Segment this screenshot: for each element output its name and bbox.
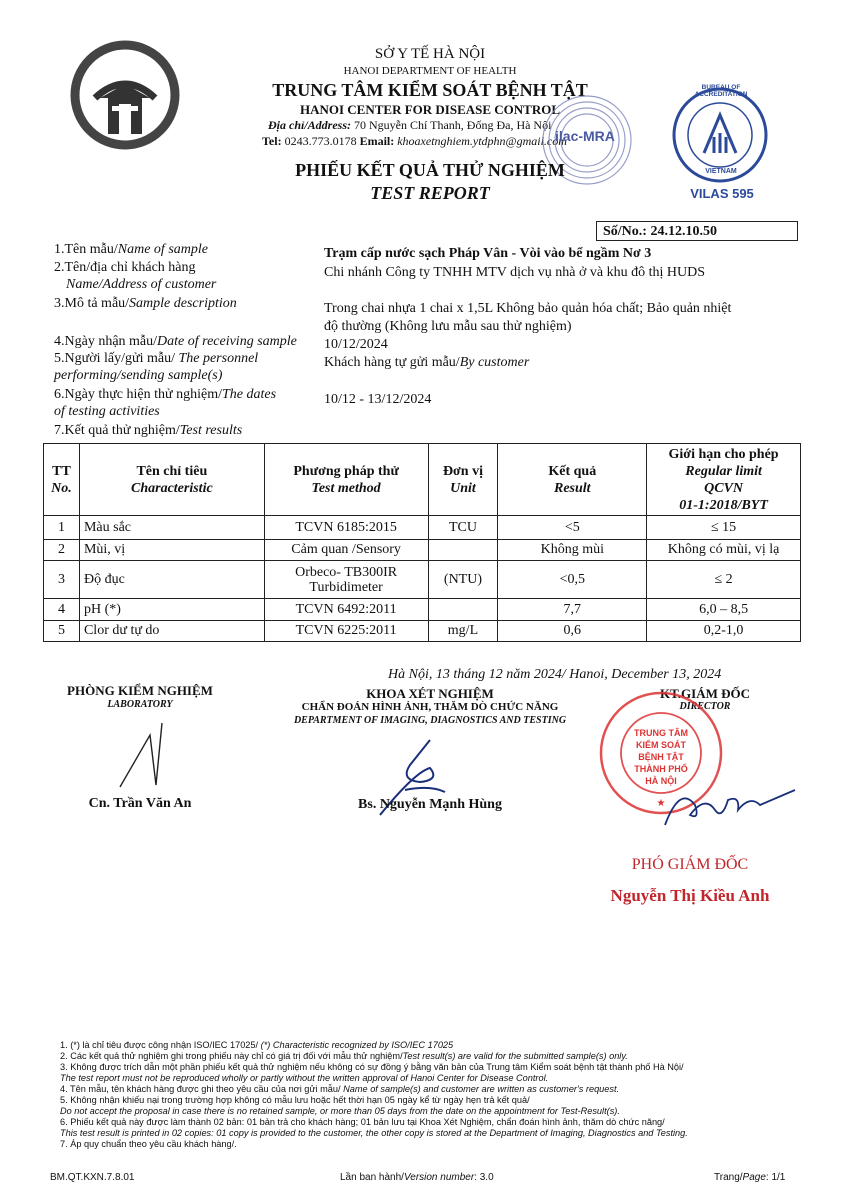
lab-title-en: LABORATORY — [107, 699, 173, 710]
header-text-en: 01-1:2018/BYT — [679, 497, 768, 513]
note-en: This test result is printed in 02 copies: 01 copy is provided to the customer, the other copy is stored at the Department of Imaging, Diagnostics and Testing. — [60, 1128, 688, 1138]
cell-no: 1 — [44, 516, 80, 540]
cell-unit — [428, 599, 498, 621]
dept-title-en: DEPARTMENT OF IMAGING, DIAGNOSTICS AND TESTING — [293, 715, 567, 726]
header-text-en: Characteristic — [131, 480, 213, 496]
director-signature — [660, 765, 800, 835]
cell-method: TCVN 6492:2011 — [264, 599, 428, 621]
description-label — [54, 295, 237, 312]
cell-limit: ≤ 15 — [647, 516, 801, 540]
label-en: The personnel — [178, 351, 259, 366]
cell-unit: TCU — [428, 516, 498, 540]
personnel — [324, 354, 529, 371]
label-en: The dates — [221, 387, 277, 402]
lab-title: PHÒNG KIỂM NGHIỆM — [67, 683, 213, 698]
cell-result: 0,6 — [498, 621, 647, 642]
dept-title: KHOA XÉT NGHIỆM — [366, 686, 494, 701]
accreditation-country: VIETNAM — [705, 168, 737, 175]
cell-result: <0,5 — [498, 561, 647, 599]
table-row — [44, 540, 801, 561]
value-en: By customer — [459, 355, 530, 370]
cell-no: 5 — [44, 621, 80, 642]
note-vi: 6. Phiếu kết quả này được làm thành 02 bản: 01 bản trả cho khách hàng; 01 bản lưu tại Khoa Xét Nghiệm, chẩn đoán hình ảnh, thăm dò chức năng/ — [60, 1117, 665, 1127]
director-title: KT.GIÁM ĐỐC — [659, 686, 751, 701]
method-line1: Orbeco- TB300IR — [295, 564, 398, 580]
cell-name: Độ đục — [79, 561, 264, 599]
cell-result: 7,7 — [498, 599, 647, 621]
svg-text:KIỂM SOÁT: KIỂM SOÁT — [635, 740, 687, 750]
svg-text:THÀNH PHỐ: THÀNH PHỐ — [634, 764, 688, 774]
sample-name-label — [54, 241, 208, 258]
page-value: : 1/1 — [765, 1172, 786, 1183]
cell-method: Cảm quan /Sensory — [264, 540, 428, 561]
cell-name: pH (*) — [79, 599, 264, 621]
cell-result: <5 — [498, 516, 647, 540]
note-line — [60, 1040, 780, 1051]
org-logo — [70, 40, 180, 150]
dept-signer-name: Bs. Nguyễn Mạnh Hùng — [358, 797, 502, 812]
lab-signer-name: Cn. Trần Văn An — [88, 796, 192, 811]
deputy-director-title: PHÓ GIÁM ĐỐC — [631, 856, 749, 873]
table-row — [44, 621, 801, 642]
page-label-en: Page — [742, 1172, 766, 1183]
cell-limit: Không có mùi, vị lạ — [647, 540, 801, 561]
note-vi: 1. (*) là chỉ tiêu được công nhận ISO/IEC 17025/ — [60, 1040, 261, 1050]
note-line — [60, 1073, 780, 1084]
org-name-en: HANOI CENTER FOR DISEASE CONTROL — [299, 102, 561, 117]
cell-method: TCVN 6185:2015 — [264, 516, 428, 540]
note-line — [60, 1051, 780, 1062]
label-en: Sample description — [129, 296, 237, 311]
testing-dates-label — [54, 386, 276, 403]
personnel-label-en: performing/sending sample(s) — [54, 368, 223, 383]
label-en: Name of sample — [117, 242, 208, 257]
cell-unit — [428, 540, 498, 561]
cell-limit: 0,2-1,0 — [647, 621, 801, 642]
note-line — [60, 1117, 780, 1128]
cell-method — [264, 561, 428, 599]
note-vi: 5. Không nhận khiếu nại trong trường hợp không có mẫu lưu hoặc hết thời hạn 05 ngày kể từ ngày hẹn trả kết quả/ — [60, 1095, 530, 1105]
note-en: Do not accept the proposal in case there is no retained sample, or more than 05 days from the date on the appointment for Test-Result(s). — [60, 1106, 620, 1116]
cell-name: Clor dư tự do — [79, 621, 264, 642]
version-label: Lần ban hành/ — [340, 1172, 404, 1183]
svg-text:HÀ NỘI: HÀ NỘI — [645, 776, 677, 786]
note-vi: 4. Tên mẫu, tên khách hàng được ghi theo yêu cầu của nơi gửi mẫu/ — [60, 1084, 344, 1094]
vilas-number: VILAS 595 — [690, 186, 754, 201]
description-line1: Trong chai nhựa 1 chai x 1,5L Không bảo quản hóa chất; Bảo quản nhiệt — [324, 301, 732, 316]
receive-date: 10/12/2024 — [324, 337, 388, 352]
version-value: : 3.0 — [474, 1172, 494, 1183]
note-vi: 2. Các kết quả thử nghiệm ghi trong phiếu này chỉ có giá trị đối với mẫu thử nghiệm/ — [60, 1051, 403, 1061]
tel: 0243.773.0178 — [284, 134, 357, 148]
cell-unit: (NTU) — [428, 561, 498, 599]
notes-section — [60, 1040, 780, 1150]
cell-no: 2 — [44, 540, 80, 561]
description-line2: độ thường (Không lưu mẫu sau thử nghiệm) — [324, 319, 572, 334]
results-label — [54, 422, 242, 439]
note-en: The test report must not be reproduced wholly or partly without the written approval of Hanoi Center for Disease Control. — [60, 1073, 549, 1083]
label-vi: 3.Mô tả mẫu/ — [54, 296, 130, 311]
header-text-en: Regular limit — [685, 463, 762, 479]
address: 70 Nguyễn Chí Thanh, Đống Đa, Hà Nội — [354, 118, 552, 132]
header-text: TT — [52, 463, 71, 479]
page-number — [714, 1172, 785, 1183]
personnel-label — [54, 350, 258, 367]
svg-text:BỆNH TẬT: BỆNH TẬT — [638, 752, 684, 762]
header-limit — [647, 444, 801, 516]
note-line — [60, 1139, 780, 1150]
customer-label-en: Name/Address of customer — [66, 277, 217, 292]
email: khoaxetnghiem.ytdphn@gmail.com — [397, 134, 567, 148]
note-line — [60, 1084, 780, 1095]
ministry-name-en: HANOI DEPARTMENT OF HEALTH — [343, 65, 517, 77]
contact-line — [262, 134, 567, 149]
label-vi: 4.Ngày nhận mẫu/ — [54, 334, 158, 349]
page-label: Trang/ — [714, 1172, 743, 1183]
customer-label: 2.Tên/địa chỉ khách hàng — [54, 260, 196, 275]
tel-label: Tel: — [262, 134, 282, 148]
method-line2: Turbidimeter — [309, 579, 383, 595]
table-row — [44, 516, 801, 540]
table-header-row — [44, 444, 801, 516]
address-label: Địa chỉ/Address: — [268, 118, 352, 132]
table-row — [44, 599, 801, 621]
ministry-name: SỞ Y TẾ HÀ NỘI — [374, 46, 486, 62]
email-label: Email: — [359, 134, 395, 148]
header-text: Đơn vị — [442, 463, 483, 479]
cell-method: TCVN 6225:2011 — [264, 621, 428, 642]
director-title-en: DIRECTOR — [679, 701, 731, 712]
header-text: Kết quả — [548, 463, 597, 479]
note-en: Test result(s) are valid for the submitted sample(s) only. — [402, 1051, 628, 1061]
org-name: TRUNG TÂM KIỂM SOÁT BỆNH TẬT — [272, 80, 588, 100]
deputy-director-name: Nguyễn Thị Kiều Anh — [610, 886, 770, 905]
report-number: Số/No.: 24.12.10.50 — [603, 224, 717, 239]
sample-name: Trạm cấp nước sạch Pháp Vân - Vòi vào bể ngầm Nơ 3 — [324, 246, 652, 261]
form-code: BM.QT.KXN.7.8.01 — [50, 1172, 135, 1183]
cell-no: 3 — [44, 561, 80, 599]
cell-unit: mg/L — [428, 621, 498, 642]
header-text: Tên chỉ tiêu — [136, 463, 208, 479]
note-en: (*) Characteristic recognized by ISO/IEC 17025 — [260, 1040, 454, 1050]
header-result — [498, 444, 647, 516]
testing-dates: 10/12 - 13/12/2024 — [324, 392, 432, 407]
version-label-en: Version number — [403, 1172, 475, 1183]
note-vi: 3. Không được trích dẫn một phần phiếu kết quả thử nghiệm nếu không có sự đồng ý bằng văn bản của Trung tâm Kiểm soát bệnh tật thành phố Hà Nội/ — [60, 1062, 684, 1072]
lab-signature — [110, 715, 190, 790]
svg-text:★: ★ — [656, 798, 666, 809]
label-vi: 6.Ngày thực hiện thử nghiệm/ — [54, 387, 222, 402]
header-text-en: Test method — [311, 480, 381, 496]
note-line — [60, 1128, 780, 1139]
header-method — [264, 444, 428, 516]
ilac-mra-text: ilac-MRA — [555, 128, 615, 144]
accreditation-top-text: BUREAU OF ACCREDITATION — [694, 84, 748, 98]
header-text: Giới hạn cho phép — [668, 446, 779, 462]
address-line — [268, 118, 551, 133]
dept-title-line2: CHẨN ĐOÁN HÌNH ẢNH, THĂM DÒ CHỨC NĂNG — [301, 701, 559, 713]
note-line — [60, 1106, 780, 1117]
label-vi: 7.Kết quả thử nghiệm/ — [54, 423, 180, 438]
cell-limit: ≤ 2 — [647, 561, 801, 599]
header-text-en: Unit — [450, 480, 476, 496]
report-title: PHIẾU KẾT QUẢ THỬ NGHIỆM — [295, 160, 565, 180]
label-vi: 1.Tên mẫu/ — [54, 242, 118, 257]
note-line — [60, 1062, 780, 1073]
cell-name: Mùi, vị — [79, 540, 264, 561]
header-text-en: Result — [554, 480, 591, 496]
signing-date: Hà Nội, 13 tháng 12 năm 2024/ Hanoi, December 13, 2024 — [388, 667, 722, 682]
label-vi: 5.Người lấy/gửi mẫu/ — [54, 351, 175, 366]
testing-dates-label-en: of testing activities — [54, 404, 160, 419]
header-text-en: QCVN — [704, 480, 744, 496]
note-line — [60, 1095, 780, 1106]
cell-no: 4 — [44, 599, 80, 621]
table-row — [44, 561, 801, 599]
report-number-box — [596, 221, 798, 241]
header-characteristic — [79, 444, 264, 516]
report-title-en: TEST REPORT — [370, 183, 490, 203]
value-vi: Khách hàng tự gửi mẫu/ — [324, 355, 460, 370]
cell-name: Màu sắc — [79, 516, 264, 540]
svg-text:TRUNG TÂM: TRUNG TÂM — [634, 728, 688, 738]
customer: Chi nhánh Công ty TNHH MTV dịch vụ nhà ở và khu đô thị HUDS — [324, 265, 705, 280]
results-table — [43, 443, 801, 642]
header-text-en: No. — [51, 480, 72, 496]
cell-limit: 6,0 – 8,5 — [647, 599, 801, 621]
header-no — [44, 444, 80, 516]
cell-result: Không mùi — [498, 540, 647, 561]
header-text: Phương pháp thử — [293, 463, 399, 479]
label-en: Date of receiving sample — [157, 334, 297, 349]
label-en: Test results — [179, 423, 243, 438]
note-en: Name of sample(s) and customer are written as customer's request. — [343, 1084, 620, 1094]
note-vi: 7. Áp quy chuẩn theo yêu cầu khách hàng/. — [60, 1139, 237, 1149]
version — [340, 1172, 494, 1183]
receive-date-label — [54, 333, 297, 350]
header-unit — [428, 444, 498, 516]
